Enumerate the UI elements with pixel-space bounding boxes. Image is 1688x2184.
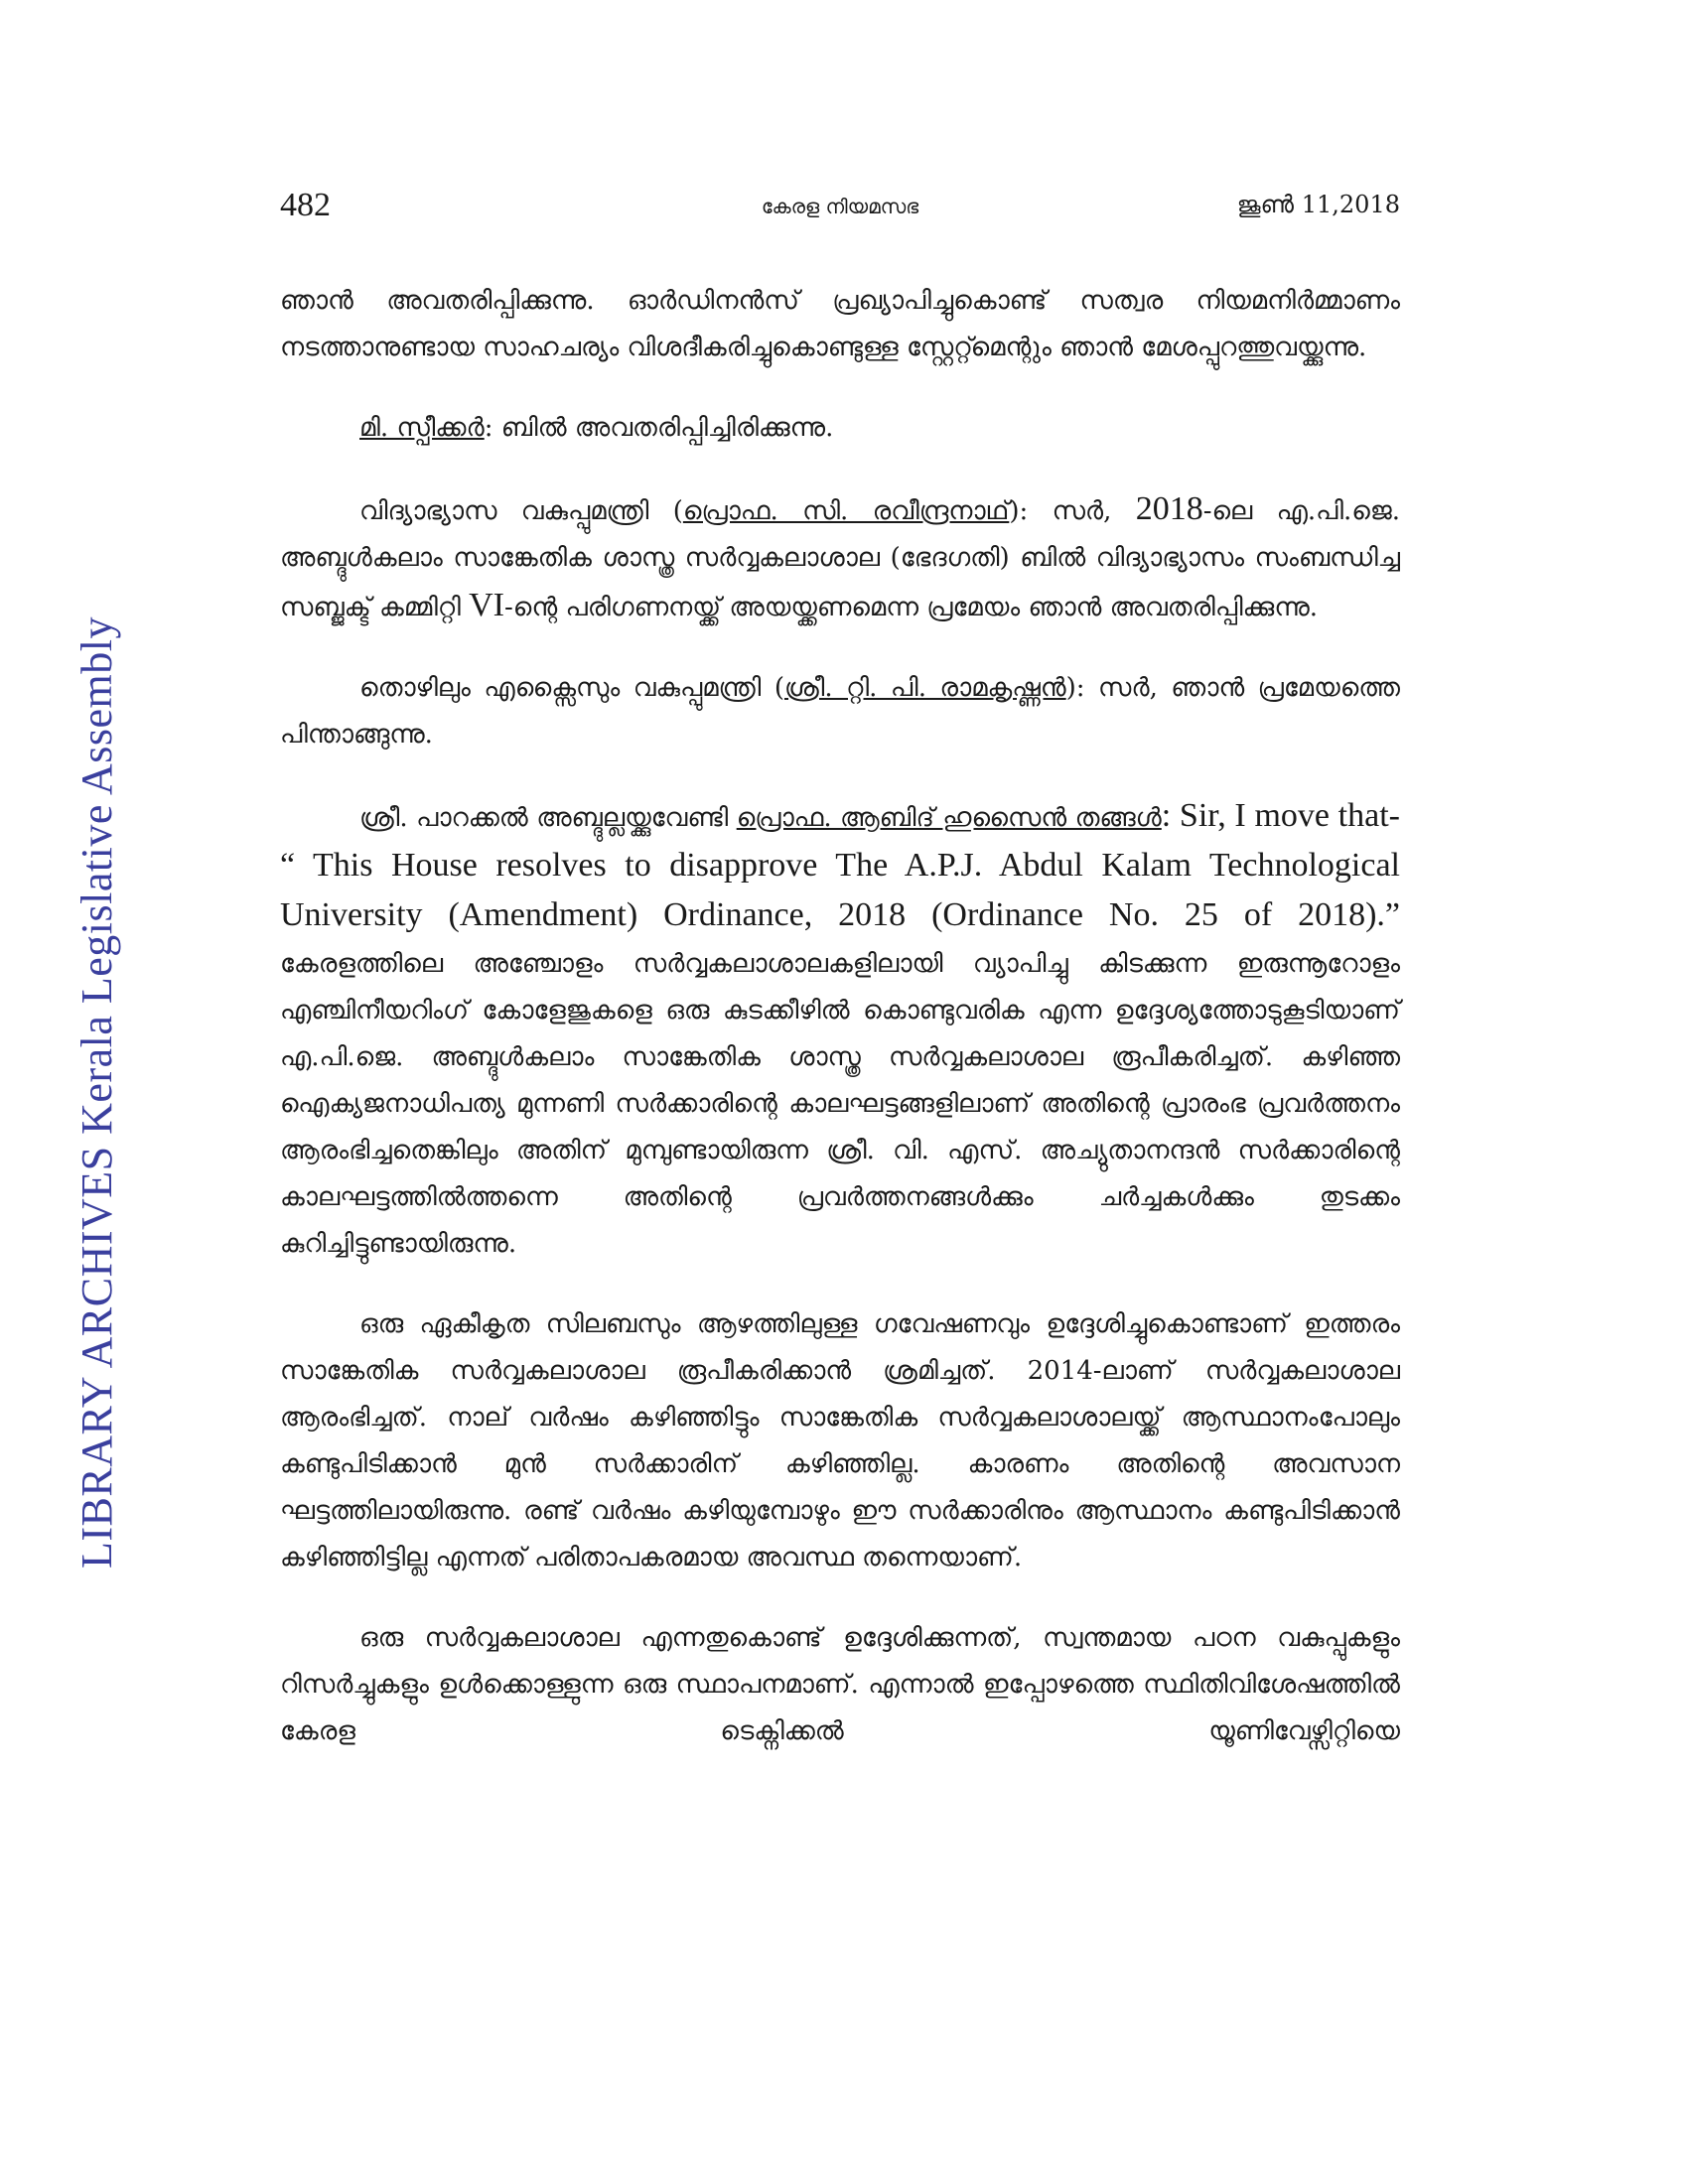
paragraph-7 — [280, 1615, 1400, 1755]
paragraph-text: -ലെ എ.പി.ജെ. അബ്ദുൾകലാം സാങ്കേതിക ശാസ്ത്ര സർവ്വകലാശാല (ഭേദഗതി) ബിൽ വിദ്യാഭ്യാസം സംബന്ധിച്ച സബ്ജക്ട് കമ്മിറ്റി — [280, 496, 1400, 622]
paragraph-text: ): സർ, ഞാൻ പ്രമേയത്തെ പിന്താങ്ങുന്നു. — [280, 673, 1400, 750]
speaker-title: വിദ്യാഭ്യാസ വകുപ്പുമന്ത്രി ( — [359, 496, 683, 526]
roman-numeral: VI — [469, 587, 504, 623]
page-number: 482 — [280, 187, 331, 223]
english-motion: : Sir, I move that- “ This House resolves to disapprove The A.P.J. Abdul Kalam Technological University (Amendment) Ordinance, 2018 (Ordinance No. 25 of 2018).” — [280, 797, 1400, 933]
running-title: കേരള നിയമസഭ — [761, 195, 919, 218]
speaker-name: പ്രൊഫ. ആബിദ് ഹുസൈൻ തങ്ങൾ — [736, 803, 1162, 833]
page-header — [280, 187, 1400, 234]
speaker-name: ശ്രീ. റ്റി. പി. രാമകൃഷ്ണൻ — [783, 673, 1066, 703]
paragraph-3 — [280, 485, 1400, 631]
speaker-title: ശ്രീ. പാറക്കൽ അബ്ദുല്ലയ്ക്കുവേണ്ടി — [359, 803, 737, 833]
speaker-title: തൊഴിലും എക്സൈസും വകുപ്പുമന്ത്രി ( — [359, 673, 784, 703]
paragraph-text: ): സർ, — [1009, 496, 1136, 526]
document-body — [280, 278, 1400, 1789]
paragraph-text: -ന്റെ പരിഗണനയ്ക്ക് അയയ്ക്കണമെന്ന പ്രമേയം ഞാൻ അവതരിപ്പിക്കുന്നു. — [504, 593, 1319, 622]
paragraph-4 — [280, 665, 1400, 758]
paragraph-text: ഞാൻ അവതരിപ്പിക്കുന്നു. ഓർഡിനൻസ് പ്രഖ്യാപിച്ചുകൊണ്ട് സത്വര നിയമനിർമ്മാണം നടത്താനുണ്ടായ സാഹചര്യം വിശദീകരിച്ചുകൊണ്ടുള്ള സ്റ്റേറ്റ്മെന്റും ഞാൻ മേശപ്പുറത്തുവയ്ക്കുന്നു. — [280, 286, 1400, 362]
archive-watermark: LIBRARY ARCHIVES Kerala Legislative Assembly — [72, 616, 121, 1569]
speaker-name: പ്രൊഫ. സി. രവീന്ദ്രനാഥ് — [682, 496, 1010, 526]
speaker-name: മി. സ്പീക്കർ — [359, 413, 485, 443]
paragraph-6 — [280, 1301, 1400, 1581]
paragraph-1 — [280, 278, 1400, 371]
year-text: 2018 — [1135, 490, 1203, 527]
paragraph-text: ഒരു ഏകീകൃത സിലബസും ആഴത്തിലുള്ള ഗവേഷണവും ഉദ്ദേശിച്ചുകൊണ്ടാണ് ഇത്തരം സാങ്കേതിക സർവ്വകലാശാല രൂപീകരിക്കാൻ ശ്രമിച്ചത്. 2014-ലാണ് സർവ്വകലാശാല ആരംഭിച്ചത്. നാല് വർഷം കഴിഞ്ഞിട്ടും സാങ്കേതിക സർവ്വകലാശാലയ്ക്ക് ആസ്ഥാനംപോലും കണ്ടുപിടിക്കാൻ മുൻ സർക്കാരിന് കഴിഞ്ഞില്ല. കാരണം അതിന്റെ അവസാന ഘട്ടത്തിലായിരുന്നു. രണ്ട് വർഷം കഴിയുമ്പോഴും ഈ സർക്കാരിനും ആസ്ഥാനം കണ്ടുപിടിക്കാൻ കഴിഞ്ഞിട്ടില്ല എന്നത് പരിതാപകരമായ അവസ്ഥ തന്നെയാണ്. — [280, 1309, 1400, 1572]
paragraph-2 — [280, 405, 1400, 452]
paragraph-text: : ബിൽ അവതരിപ്പിച്ചിരിക്കുന്നു. — [484, 413, 834, 443]
header-date: ജൂൺ 11,2018 — [1236, 191, 1400, 218]
paragraph-text: കേരളത്തിലെ അഞ്ചോളം സർവ്വകലാശാലകളിലായി വ്യാപിച്ചു കിടക്കുന്ന ഇരുന്നൂറോളം എഞ്ചിനീയറിംഗ് കോളേജുകളെ ഒരു കുടക്കീഴിൽ കൊണ്ടുവരിക എന്ന ഉദ്ദേശ്യത്തോടുകൂടിയാണ് എ.പി.ജെ. അബ്ദുൾകലാം സാങ്കേതിക ശാസ്ത്ര സർവ്വകലാശാല രൂപീകരിച്ചത്. കഴിഞ്ഞ ഐക്യജനാധിപത്യ മുന്നണി സർക്കാരിന്റെ കാലഘട്ടങ്ങളിലാണ് അതിന്റെ പ്രാരംഭ പ്രവർത്തനം ആരംഭിച്ചതെങ്കിലും അതിന് മുമ്പുണ്ടായിരുന്ന ശ്രീ. വി. എസ്. അച്യുതാനന്ദൻ സർക്കാരിന്റെ കാലഘട്ടത്തിൽത്തന്നെ അതിന്റെ പ്രവർത്തനങ്ങൾക്കും ചർച്ചകൾക്കും തുടക്കം കുറിച്ചിട്ടുണ്ടായിരുന്നു. — [280, 949, 1400, 1259]
paragraph-text: ഒരു സർവ്വകലാശാല എന്നതുകൊണ്ട് ഉദ്ദേശിക്കുന്നത്, സ്വന്തമായ പഠന വകുപ്പുകളും റിസർച്ചുകളും ഉൾക്കൊള്ളുന്ന ഒരു സ്ഥാപനമാണ്. എന്നാൽ ഇപ്പോഴത്തെ സ്ഥിതിവിശേഷത്തിൽ കേരള ടെക്നിക്കൽ യൂണിവേഴ്സിറ്റിയെ — [280, 1623, 1400, 1746]
paragraph-5 — [280, 792, 1400, 1268]
